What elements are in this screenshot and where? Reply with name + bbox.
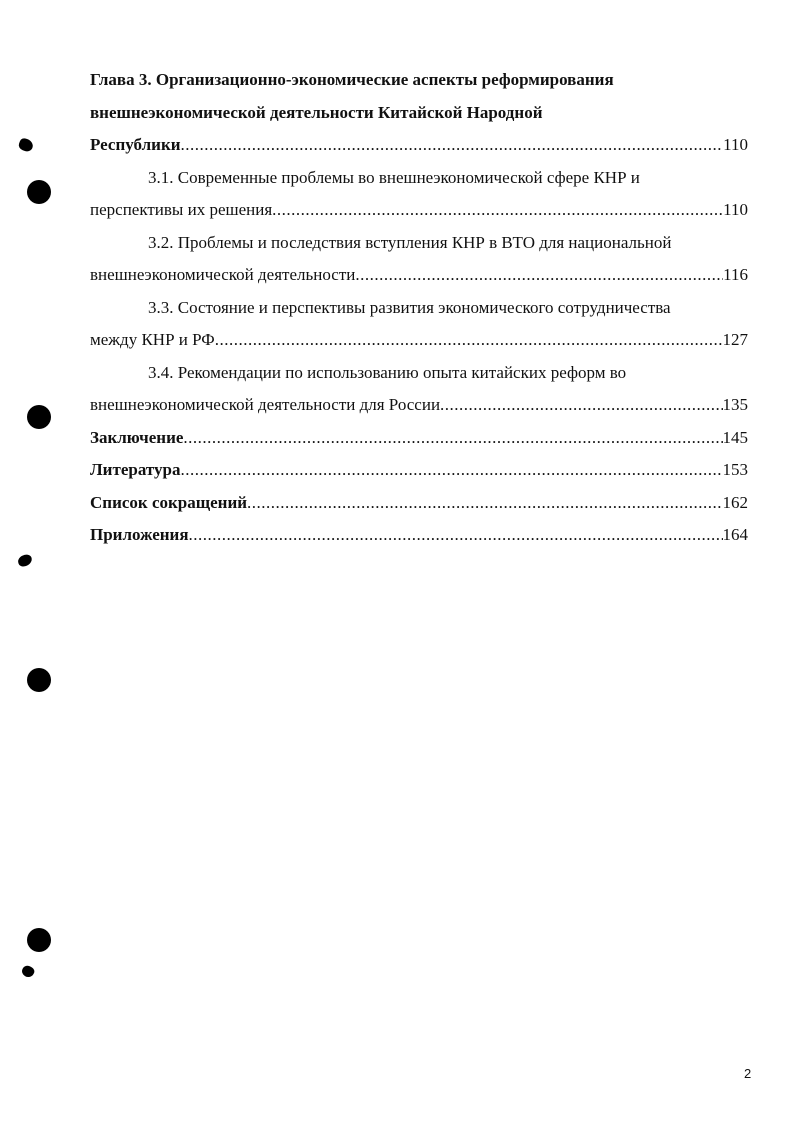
toc-section-3-2-line1: 3.2. Проблемы и последствия вступления КНР в ВТО для национальной	[148, 232, 672, 252]
toc-entry-section-3-3	[90, 324, 748, 357]
toc-entry-chapter3	[90, 129, 748, 162]
dot-leader	[247, 487, 722, 520]
toc-entry-literature	[90, 454, 748, 487]
dot-leader	[180, 454, 722, 487]
toc-section-3-1-line1: 3.1. Современные проблемы во внешнеэкономической сфере КНР и	[148, 167, 640, 187]
toc-page-number: 145	[722, 427, 748, 447]
toc-chapter3-title-line2: внешнеэкономической деятельности Китайской Народной	[90, 102, 543, 122]
toc-chapter3-title-line1: Глава 3. Организационно-экономические аспекты реформирования	[90, 70, 614, 89]
toc-entry-label: Заключение	[90, 427, 184, 447]
toc-entry-label: Республики	[90, 135, 181, 154]
dot-leader	[272, 194, 723, 227]
toc-entry-section-3-1	[90, 194, 748, 227]
toc-entry-label: между КНР и РФ	[90, 330, 215, 349]
page-number: 2	[744, 1066, 752, 1081]
dot-leader	[355, 259, 723, 292]
toc-page-number: 153	[722, 460, 748, 479]
dot-leader	[440, 389, 722, 422]
toc-page-number: 110	[723, 135, 748, 154]
toc-entry-section-3-2	[90, 259, 748, 292]
toc-entry-label: внешнеэкономической деятельности	[90, 265, 356, 284]
toc-entry-label: перспективы их решения	[90, 200, 273, 219]
toc-page-number: 135	[722, 395, 748, 414]
toc-entry-label: Список сокращений	[90, 492, 248, 512]
punch-hole-mark	[27, 405, 51, 429]
toc-entry-conclusion	[90, 422, 748, 455]
punch-hole-mark	[27, 668, 51, 692]
toc-entry-appendices	[90, 519, 748, 552]
punch-hole-mark	[27, 928, 51, 952]
toc-page-number: 110	[723, 200, 748, 219]
toc-page-number: 116	[723, 265, 748, 284]
toc-page-number: 127	[722, 330, 748, 349]
toc-section-3-4-line1: 3.4. Рекомендации по использованию опыта китайских реформ во	[148, 362, 627, 382]
dot-leader	[215, 324, 723, 357]
ink-blot-mark	[17, 553, 33, 567]
dot-leader	[181, 129, 724, 162]
toc-page-number: 164	[722, 525, 748, 544]
toc-section-3-3-line1: 3.3. Состояние и перспективы развития экономического сотрудничества	[148, 297, 671, 317]
toc-entry-label: Литература	[90, 460, 181, 479]
toc-entry-section-3-4	[90, 389, 748, 422]
ink-blot-mark	[20, 964, 36, 980]
toc-entry-label: внешнеэкономической деятельности для России	[90, 395, 441, 414]
dot-leader	[189, 519, 723, 552]
toc-page-number: 162	[722, 492, 748, 512]
toc-entry-label: Приложения	[90, 525, 189, 544]
ink-blot-mark	[17, 137, 34, 153]
toc-entry-abbreviations	[90, 487, 748, 520]
table-of-contents	[90, 64, 748, 552]
dot-leader	[183, 422, 722, 455]
punch-hole-mark	[27, 180, 51, 204]
